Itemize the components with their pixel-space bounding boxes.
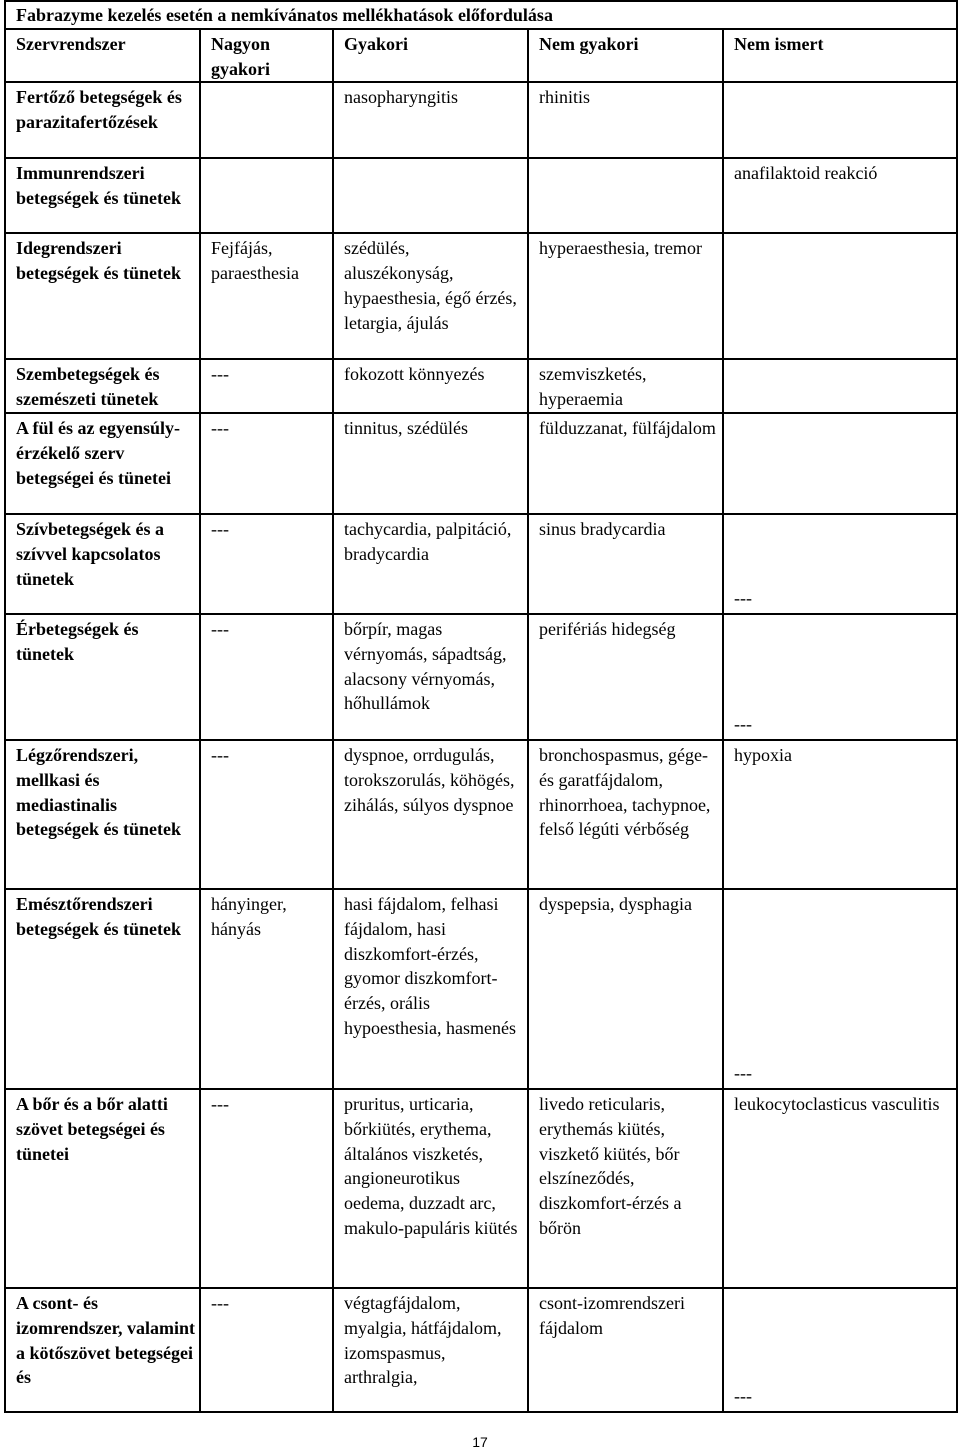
unknown-cell — [723, 889, 957, 1089]
uncommon-cell: sinus bradycardia — [528, 514, 723, 614]
system-cell: Emésztőrendszeri betegségek és tünetek — [5, 889, 200, 1089]
uncommon-cell: livedo reticularis, erythemás kiütés, viszkető kiütés, bőr elszíneződés, diszkomfort-érzés a bőrön — [528, 1089, 723, 1288]
table-row — [5, 82, 957, 158]
header-cell: Szervrendszer — [5, 29, 200, 83]
unknown-cell — [723, 82, 957, 158]
header-cell: Nem gyakori — [528, 29, 723, 83]
table-row — [5, 740, 957, 889]
common-cell — [333, 158, 528, 233]
system-cell: Szembetegségek és szemészeti tünetek — [5, 359, 200, 413]
uncommon-cell: perifériás hidegség — [528, 614, 723, 740]
system-cell: Immunrendszeri betegségek és tünetek — [5, 158, 200, 233]
table-row — [5, 359, 957, 413]
common-cell: pruritus, urticaria, bőrkiütés, erythema, általános viszketés, angioneurotikus oedema, duzzadt arc, makulo-papuláris kiütés — [333, 1089, 528, 1288]
table-row — [5, 413, 957, 514]
table-title-row — [5, 1, 957, 29]
unknown-value: --- — [734, 588, 752, 609]
system-cell: Szívbetegségek és a szívvel kapcsolatos tünetek — [5, 514, 200, 614]
system-cell: Légzőrendszeri, mellkasi és mediastinalis betegségek és tünetek — [5, 740, 200, 889]
page-number: 17 — [472, 1434, 488, 1450]
very-common-cell: --- — [200, 614, 333, 740]
document-page — [4, 0, 956, 1413]
unknown-value: --- — [734, 714, 752, 735]
system-cell: A bőr és a bőr alatti szövet betegségei és tünetei — [5, 1089, 200, 1288]
common-cell: bőrpír, magas vérnyomás, sápadtság, alacsony vérnyomás, hőhullámok — [333, 614, 528, 740]
unknown-cell — [723, 413, 957, 514]
adverse-reactions-table — [4, 0, 958, 1413]
common-cell: tinnitus, szédülés — [333, 413, 528, 514]
table-row — [5, 614, 957, 740]
uncommon-cell: fülduzzanat, fülfájdalom — [528, 413, 723, 514]
table-row — [5, 1288, 957, 1412]
system-cell: Idegrendszeri betegségek és tünetek — [5, 233, 200, 359]
unknown-cell — [723, 359, 957, 413]
common-cell: nasopharyngitis — [333, 82, 528, 158]
uncommon-cell: szemviszketés, hyperaemia — [528, 359, 723, 413]
very-common-cell: Fejfájás, paraesthesia — [200, 233, 333, 359]
uncommon-cell — [528, 158, 723, 233]
uncommon-cell: bronchospasmus, gége- és garatfájdalom, rhinorrhoea, tachypnoe, felső légúti vérbőség — [528, 740, 723, 889]
table-row — [5, 1089, 957, 1288]
table-row — [5, 889, 957, 1089]
very-common-cell: --- — [200, 1288, 333, 1412]
uncommon-cell: rhinitis — [528, 82, 723, 158]
uncommon-cell: dyspepsia, dysphagia — [528, 889, 723, 1089]
very-common-cell — [200, 158, 333, 233]
header-cell: Nagyon gyakori — [200, 29, 333, 83]
common-cell: hasi fájdalom, felhasi fájdalom, hasi diszkomfort-érzés, gyomor diszkomfort-érzés, orális hypoesthesia, hasmenés — [333, 889, 528, 1089]
very-common-cell: --- — [200, 514, 333, 614]
table-header-row — [5, 29, 957, 83]
very-common-cell: --- — [200, 1089, 333, 1288]
common-cell: tachycardia, palpitáció, bradycardia — [333, 514, 528, 614]
system-cell: A csont- és izomrendszer, valamint a kötőszövet betegségei és — [5, 1288, 200, 1412]
uncommon-cell: csont-izomrendszeri fájdalom — [528, 1288, 723, 1412]
common-cell: szédülés, aluszékonyság, hypaesthesia, égő érzés, letargia, ájulás — [333, 233, 528, 359]
table-row — [5, 233, 957, 359]
header-cell: Nem ismert — [723, 29, 957, 83]
very-common-cell: --- — [200, 740, 333, 889]
system-cell: Érbetegségek és tünetek — [5, 614, 200, 740]
uncommon-cell: hyperaesthesia, tremor — [528, 233, 723, 359]
very-common-cell: --- — [200, 359, 333, 413]
table-row — [5, 514, 957, 614]
unknown-value: --- — [734, 1386, 752, 1407]
unknown-cell — [723, 514, 957, 614]
common-cell: végtagfájdalom, myalgia, hátfájdalom, izomspasmus, arthralgia, — [333, 1288, 528, 1412]
unknown-cell — [723, 233, 957, 359]
table-row — [5, 158, 957, 233]
table-title: Fabrazyme kezelés esetén a nemkívánatos mellékhatások előfordulása — [5, 1, 957, 29]
unknown-cell — [723, 1288, 957, 1412]
very-common-cell — [200, 82, 333, 158]
common-cell: dyspnoe, orrdugulás, torokszorulás, köhögés, zihálás, súlyos dyspnoe — [333, 740, 528, 889]
unknown-cell: hypoxia — [723, 740, 957, 889]
unknown-cell: anafilaktoid reakció — [723, 158, 957, 233]
very-common-cell: --- — [200, 413, 333, 514]
unknown-cell: leukocytoclasticus vasculitis — [723, 1089, 957, 1288]
very-common-cell: hányinger, hányás — [200, 889, 333, 1089]
system-cell: A fül és az egyensúly-érzékelő szerv betegségei és tünetei — [5, 413, 200, 514]
unknown-cell — [723, 614, 957, 740]
system-cell: Fertőző betegségek és parazitafertőzések — [5, 82, 200, 158]
common-cell: fokozott könnyezés — [333, 359, 528, 413]
unknown-value: --- — [734, 1063, 752, 1084]
header-cell: Gyakori — [333, 29, 528, 83]
